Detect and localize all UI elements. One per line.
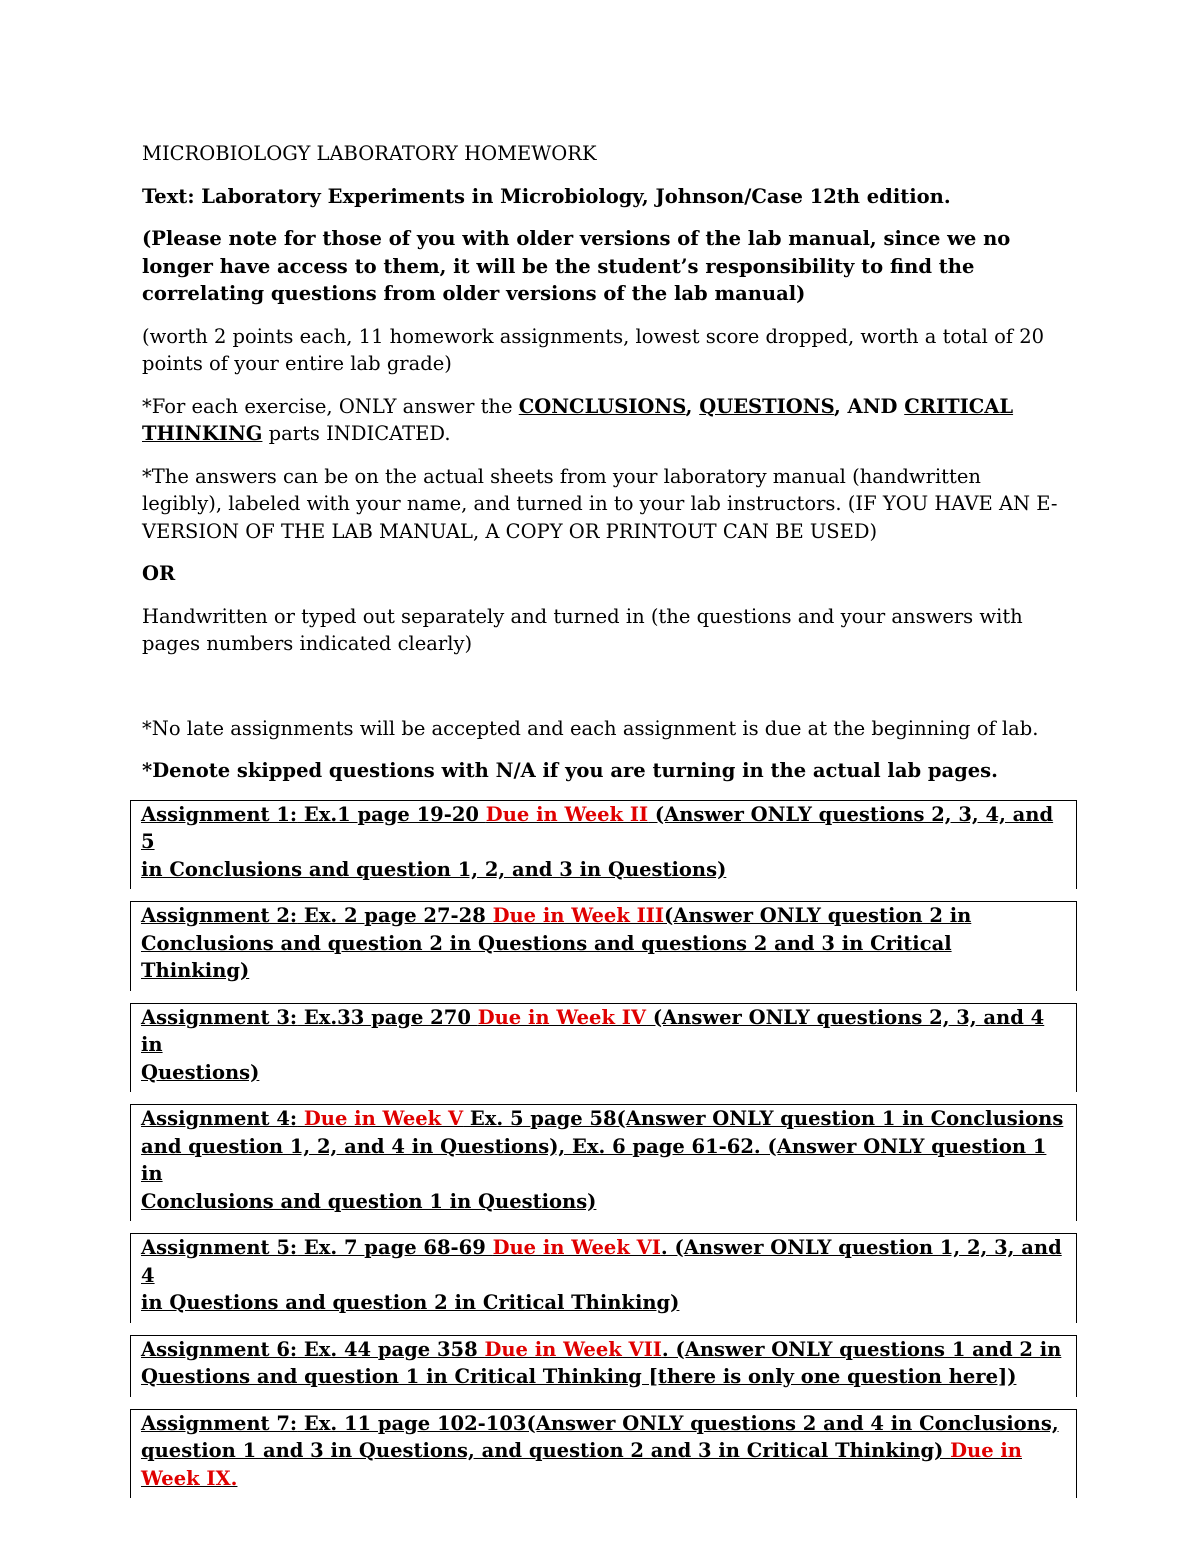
worth-line-1: (worth 2 points each, 11 homework assignments, lowest score dropped, worth a total of 20 <box>142 324 1045 348</box>
assignment-7-label: Assignment 7: <box>141 1411 298 1435</box>
worth-line-2: points of your entire lab grade) <box>142 352 452 375</box>
instruction-answers <box>142 463 1072 546</box>
answers-line-3: VERSION OF THE LAB MANUAL, A COPY OR PRINTOUT CAN BE USED) <box>142 519 878 543</box>
assignment-4-box <box>130 1104 1077 1221</box>
assignment-1-line-1 <box>141 801 1066 856</box>
assignment-4-line-2: and question 1, 2, and 4 in Questions), Ex. 6 page 61-62. (Answer ONLY question 1 in <box>141 1134 1047 1185</box>
handwritten-line-1: Handwritten or typed out separately and turned in (the questions and your answers with <box>142 604 1023 628</box>
assignment-1-exercise: Ex.1 page 19-20 <box>297 802 486 826</box>
assignment-5-line-1 <box>141 1234 1066 1289</box>
each-and: , AND <box>833 394 905 418</box>
instruction-handwritten <box>142 603 1072 658</box>
skipped-questions-note: *Denote skipped questions with N/A if you are turning in the actual lab pages. <box>142 759 998 782</box>
instruction-each-exercise <box>142 393 1072 448</box>
assignment-3-label: Assignment 3: <box>141 1005 298 1029</box>
assignment-3-exercise: Ex.33 page 270 <box>297 1005 478 1029</box>
or-separator: OR <box>142 562 176 585</box>
assignment-1-due: Due in Week II <box>485 802 649 826</box>
assignment-1-instructions: (Answer ONLY questions 2, 3, 4, and 5 <box>141 802 1054 853</box>
note-line-2: longer have access to them, it will be the student’s responsibility to find the <box>142 254 975 278</box>
assignment-4-line-3: Conclusions and question 1 in Questions) <box>141 1189 597 1213</box>
assignment-5-instructions: . (Answer ONLY question 1, 2, 3, and 4 <box>141 1236 1062 1287</box>
assignment-3-line-1 <box>141 1004 1066 1059</box>
assignment-6-line-2: Questions and question 1 in Critical Thinking [there is only one question here]) <box>141 1365 1017 1388</box>
handwritten-line-2: pages numbers indicated clearly) <box>142 632 473 655</box>
conclusions-term: CONCLUSIONS <box>518 394 686 418</box>
assignment-7-exercise: Ex. 11 page 102-103(Answer ONLY questions 2 and 4 in Conclusions, <box>297 1411 1059 1435</box>
assignment-5-label: Assignment 5: <box>141 1236 298 1259</box>
assignment-6-label: Assignment 6: <box>141 1337 298 1361</box>
assignment-7-instructions: question 1 and 3 in Questions, and question 2 and 3 in Critical Thinking) <box>141 1439 951 1462</box>
assignment-7-due-part-1: Due in <box>950 1439 1022 1462</box>
assignment-6-line-1 <box>141 1336 1066 1364</box>
critical-term: CRITICAL <box>904 394 1014 418</box>
assignment-1-label: Assignment 1: <box>141 802 298 826</box>
assignment-7-line-1 <box>141 1410 1066 1438</box>
assignment-2-due: Due in Week III <box>492 904 665 927</box>
assignment-5-due: Due in Week VI <box>492 1236 661 1259</box>
note-line-3: correlating questions from older versions of the lab manual) <box>142 282 806 305</box>
assignment-2-label: Assignment 2: <box>141 904 298 927</box>
assignment-2-box <box>130 901 1077 991</box>
assignment-3-instructions: (Answer ONLY questions 2, 3, and 4 in <box>141 1005 1045 1056</box>
assignment-5-box <box>130 1233 1077 1323</box>
assignment-2-instructions: (Answer ONLY question 2 in <box>664 904 972 927</box>
assignment-7-line-2 <box>141 1437 1066 1465</box>
assignment-4-line-1 <box>141 1105 1066 1133</box>
assignment-2-line-1 <box>141 902 1066 930</box>
assignment-2-exercise: Ex. 2 page 27-28 <box>297 904 493 927</box>
each-comma: , <box>685 394 700 418</box>
answers-line-2: legibly), labeled with your name, and turned in to your lab instructors. (IF YOU HAVE AN E- <box>142 492 1058 515</box>
assignment-4-label: Assignment 4: <box>141 1107 298 1130</box>
answers-line-1: *The answers can be on the actual sheets from your laboratory manual (handwritten <box>142 464 981 488</box>
thinking-term: THINKING <box>142 422 263 445</box>
assignment-3-box <box>130 1003 1077 1093</box>
assignment-6-box <box>130 1335 1077 1397</box>
assignment-3-line-2: Questions) <box>141 1060 260 1084</box>
each-prefix: *For each exercise, ONLY answer the <box>142 394 519 418</box>
older-versions-note <box>142 225 1072 308</box>
late-policy: *No late assignments will be accepted and each assignment is due at the beginning of lab. <box>142 716 1039 740</box>
assignment-5-line-2: in Questions and question 2 in Critical Thinking) <box>141 1291 680 1314</box>
assignment-2-line-2: Conclusions and question 2 in Questions and questions 2 and 3 in Critical Thinking) <box>141 931 952 982</box>
assignment-3-due: Due in Week IV <box>477 1005 647 1029</box>
assignment-1-box <box>130 800 1077 890</box>
document-title: MICROBIOLOGY LABORATORY HOMEWORK <box>142 142 597 165</box>
assignment-7-box <box>130 1409 1077 1499</box>
each-suffix: parts INDICATED. <box>262 422 451 445</box>
assignment-1-line-2: in Conclusions and question 1, 2, and 3 in Questions) <box>141 857 727 881</box>
note-line-1: (Please note for those of you with older versions of the lab manual, since we no <box>142 227 1011 250</box>
blank-line <box>142 673 1072 715</box>
assignment-6-instructions: . (Answer ONLY questions 1 and 2 in <box>661 1337 1062 1361</box>
assignment-6-due: Due in Week VII <box>484 1337 662 1361</box>
questions-term: QUESTIONS <box>699 394 834 418</box>
grading-note <box>142 323 1072 378</box>
assignment-4-instructions: Ex. 5 page 58(Answer ONLY question 1 in Conclusions <box>463 1107 1064 1130</box>
assignment-4-due: Due in Week V <box>297 1107 464 1130</box>
textbook-line: Text: Laboratory Experiments in Microbiology, Johnson/Case 12th edition. <box>142 184 951 208</box>
document-page <box>142 140 1072 1510</box>
assignment-7-due-part-2: Week IX. <box>141 1466 238 1490</box>
assignment-6-exercise: Ex. 44 page 358 <box>297 1337 485 1361</box>
assignment-5-exercise: Ex. 7 page 68-69 <box>297 1236 493 1259</box>
